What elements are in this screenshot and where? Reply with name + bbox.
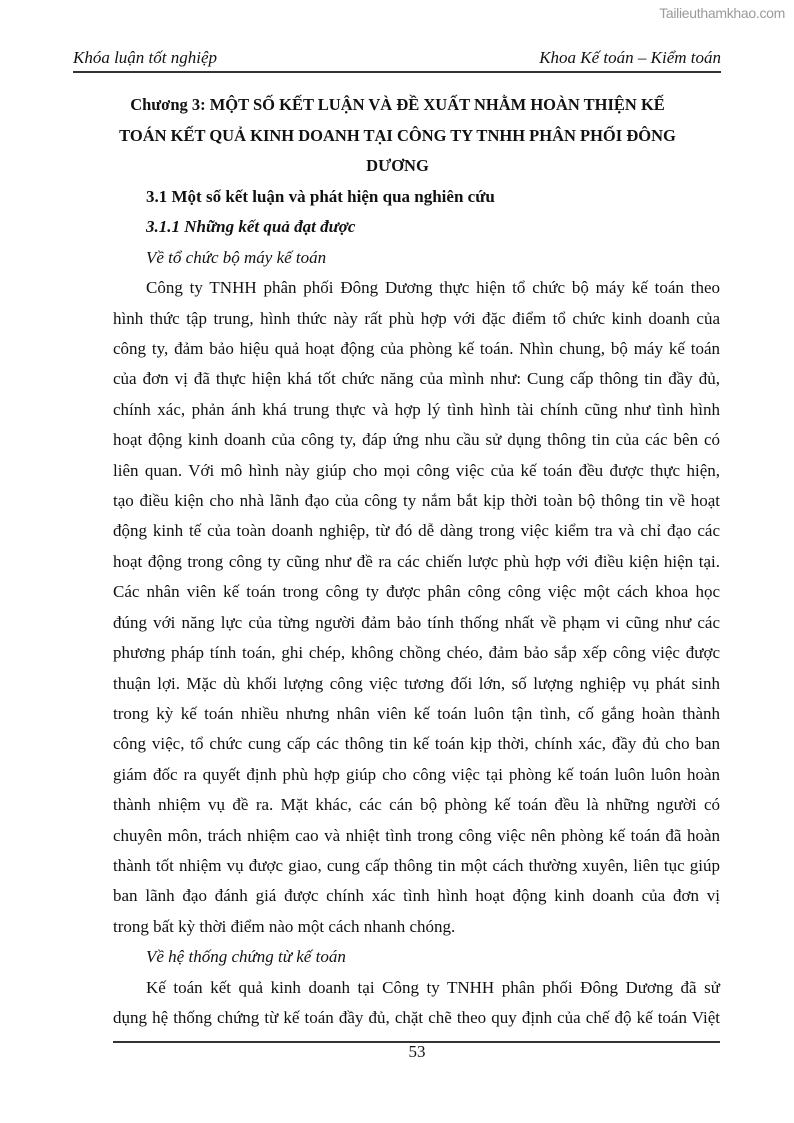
text-line: trong bất kỳ thời điểm nào một cách nhanh chóng.: [113, 916, 456, 936]
text-line: đúng với năng lực của từng người đảm bảo tính thống nhất về phạm vi cũng như các: [113, 612, 720, 632]
text-line: liên quan. Với mô hình này giúp cho mọi công việc của kế toán đều được thực hiện,: [113, 460, 720, 480]
text-line: chính xác, phản ánh khá trung thực và hợp lý tình hình tài chính cũng như tình hình: [113, 399, 720, 419]
header-right: Khoa Kế toán – Kiểm toán: [539, 48, 721, 67]
header-divider: [73, 71, 721, 73]
body-text: [113, 182, 720, 1033]
title-line: DƯƠNG: [366, 156, 429, 175]
text-line: tạo điều kiện cho nhà lãnh đạo của công ty nắm bắt kịp thời toàn bộ thông tin về hoạt: [113, 491, 720, 511]
text-line: Các nhân viên kế toán trong công ty được phân công công việc một cách khoa học: [113, 582, 720, 602]
text-line: dụng hệ thống chứng từ kế toán đầy đủ, chặt chẽ theo quy định của chế độ kế toán Việt: [113, 1007, 720, 1027]
subsection-heading: 3.1.1 Những kết quả đạt được: [146, 217, 356, 237]
section-heading: 3.1 Một số kết luận và phát hiện qua nghiên cứu: [146, 187, 495, 206]
text-line: thuận lợi. Mặc dù khối lượng công việc tương đối lớn, số lượng nghiệp vụ phát sinh: [113, 673, 720, 693]
text-line: Công ty TNHH phân phối Đông Dương thực hiện tổ chức bộ máy kế toán theo: [146, 278, 720, 298]
topic-heading: Về tổ chức bộ máy kế toán: [146, 247, 327, 267]
text-line: động kinh tế của toàn doanh nghiệp, từ đó dễ dàng trong việc kiểm tra và chỉ đạo các: [113, 521, 720, 541]
text-line: trong kỳ kế toán nhiều nhưng nhân viên kế toán luôn tận tình, cố gắng hoàn thành: [113, 703, 720, 723]
text-line: phương pháp tính toán, ghi chép, không chồng chéo, đảm bảo sắp xếp công việc được: [113, 643, 720, 663]
text-line: hoạt động kinh doanh của công ty, đáp ứng nhu cầu sử dụng thông tin của các bên có: [113, 430, 720, 450]
text-line: chuyên môn, trách nhiệm cao và nhiệt tình trong công việc nên phòng kế toán đã hoàn: [113, 825, 720, 845]
topic-heading: Về hệ thống chứng từ kế toán: [146, 947, 346, 967]
title-line: Chương 3: MỘT SỐ KẾT LUẬN VÀ ĐỀ XUẤT NHẰM HOÀN THIỆN KẾ: [130, 95, 665, 114]
text-line: hoạt động trong công ty cũng như đề ra các chiến lược phù hợp với điều kiện hiện tại.: [113, 551, 720, 571]
text-line: Kế toán kết quả kinh doanh tại Công ty TNHH phân phối Đông Dương đã sử: [146, 977, 720, 997]
page-number: 53: [408, 1042, 426, 1061]
text-line: công ty, đảm bảo hiệu quả hoạt động của phòng kế toán. Nhìn chung, bộ máy kế toán: [113, 339, 720, 359]
text-line: của đơn vị đã thực hiện khá tốt chức năng của mình như: Cung cấp thông tin đầy đủ,: [113, 369, 720, 389]
paragraph: [113, 973, 720, 1034]
page-header: [73, 48, 721, 68]
title-line: TOÁN KẾT QUẢ KINH DOANH TẠI CÔNG TY TNHH PHÂN PHỐI ĐÔNG: [119, 125, 676, 145]
text-line: ban lãnh đạo đánh giá được chính xác tình hình hoạt động kinh doanh của đơn vị: [113, 886, 720, 906]
text-line: thành nhiệm vụ đề ra. Mặt khác, các cán bộ phòng kế toán đều là những người có: [113, 795, 720, 815]
paragraph: [113, 273, 720, 942]
watermark: Tailieuthamkhao.com: [659, 5, 785, 21]
text-line: công việc, tổ chức cung cấp các thông tin kế toán kịp thời, chính xác, đầy đủ cho ban: [113, 734, 720, 754]
chapter-title: [80, 90, 715, 182]
text-line: hình thức tập trung, hình thức này rất phù hợp với đặc điểm tổ chức kinh doanh của: [113, 308, 720, 328]
text-line: thành tốt nhiệm vụ được giao, cung cấp thông tin một cách thường xuyên, liên tục giúp: [113, 855, 720, 875]
text-line: giám đốc ra quyết định phù hợp giúp cho công việc tại phòng kế toán luôn luôn hoàn: [113, 764, 720, 784]
header-left: Khóa luận tốt nghiệp: [73, 48, 218, 67]
